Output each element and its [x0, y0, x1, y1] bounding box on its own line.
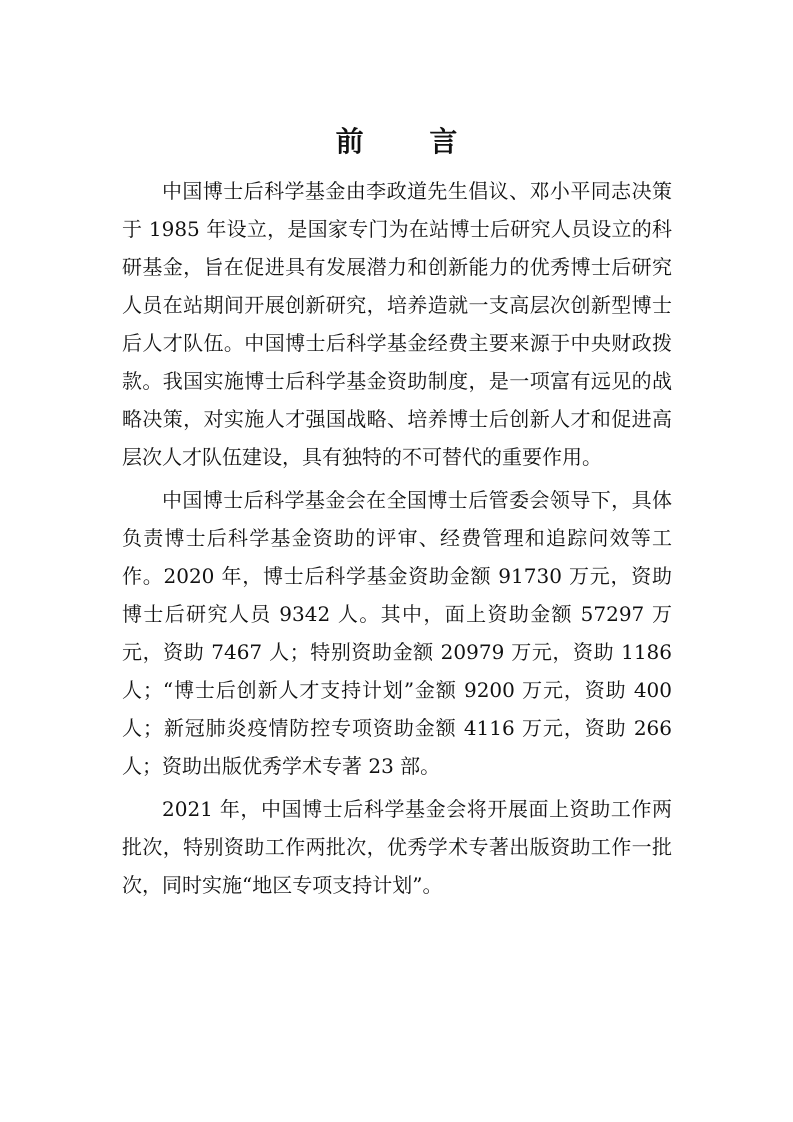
page-title: 前 言 — [335, 125, 486, 158]
paragraph-1: 中国博士后科学基金由李政道先生倡议、邓小平同志决策于 1985 年设立，是国家专门为在站博士后研究人员设立的科研基金，旨在促进具有发展潜力和创新能力的优秀博士后研究人员在站期间开展创新研究，培养造就一支高层次创新型博士后人才队伍。中国博士后科学基金经费主要来源于中央财政拨款。我国实施博士后科学基金资助制度，是一项富有远见的战略决策，对实施人才强国战略、培养博士后创新人才和促进高层次人才队伍建设，具有独特的不可替代的重要作用。 — [122, 179, 672, 469]
document-body — [122, 172, 672, 909]
paragraph-2: 中国博士后科学基金会在全国博士后管委会领导下，具体负责博士后科学基金资助的评审、经费管理和追踪问效等工作。2020 年，博士后科学基金资助金额 91730 万元，资助博士后研究人员 9342 人。其中，面上资助金额 57297 万元，资助 7467 人；特别资助金额 20979 万元，资助 1186 人；“博士后创新人才支持计划”金额 9200 万元，资助 400 人；新冠肺炎疫情防控专项资助金额 4116 万元，资助 266 人；资助出版优秀学术专著 23 部。 — [122, 488, 672, 778]
paragraph-3: 2021 年，中国博士后科学基金会将开展面上资助工作两批次，特别资助工作两批次，优秀学术专著出版资助工作一批次，同时实施“地区专项支持计划”。 — [122, 797, 672, 897]
